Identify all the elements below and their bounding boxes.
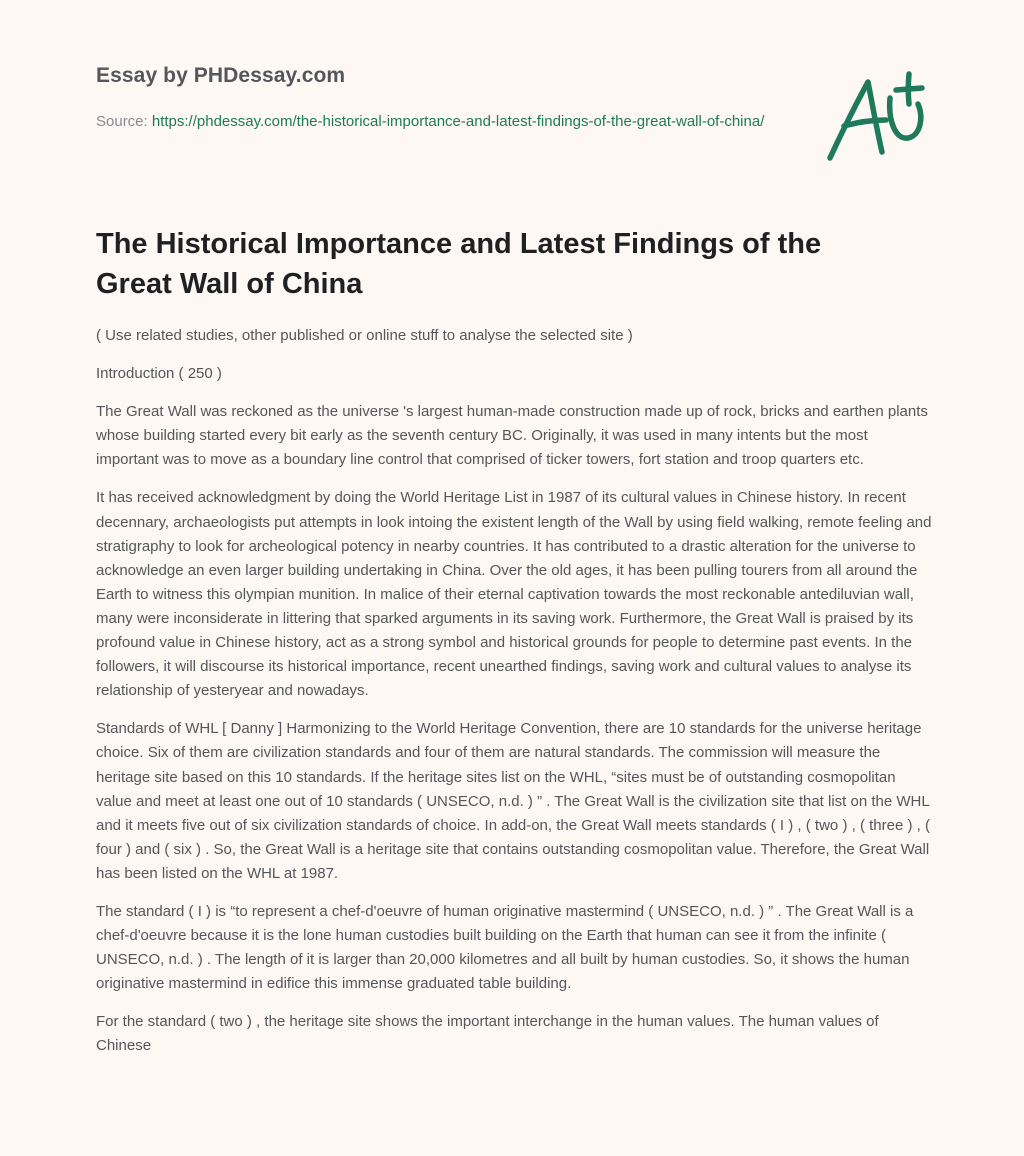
source-line <box>96 110 776 133</box>
site-brand: Essay by PHDessay.com <box>96 64 346 87</box>
page-header <box>96 0 926 180</box>
source-link[interactable]: https://phdessay.com/the-historical-importance-and-latest-findings-of-the-great-wall-of-china/ <box>151 113 765 130</box>
essay-paragraph: The standard ( I ) is “to represent a chef-d'oeuvre of human originative mastermind ( UNSECO, n.d. ) ” . The Great Wall is a chef-d'oeuvre because it is the lone human custodies built building on the Earth that human can see it from the infinite ( UNSECO, n.d. ) . The length of it is larger than 20,000 kilometres and all built by human custodies. So, it shows the human originative mastermind in edifice this immense graduated table building. <box>96 902 914 993</box>
essay-paragraph: Standards of WHL [ Danny ] Harmonizing to the World Heritage Convention, there are 10 standards for the universe heritage choice. Six of them are civilization standards and four of them are natural standards. The commission will measure the heritage site based on this 10 standards. If the heritage sites list on the WHL, “sites must be of outstanding cosmopolitan value and meet at least one out of 10 standards ( UNSECO, n.d. ) ” . The Great Wall is the civilization site that list on the WHL and it meets five out of six civilization standards of choice. In add-on, the Great Wall meets standards ( I ) , ( two ) , ( three ) , ( four ) and ( six ) . So, the Great Wall is a heritage site that contains outstanding cosmopolitan value. Therefore, the Great Wall has been listed on the WHL at 1987. <box>96 720 930 882</box>
essay-paragraph: ( Use related studies, other published or online stuff to analyse the selected site ) <box>96 327 633 344</box>
essay-paragraph: Introduction ( 250 ) <box>96 365 222 383</box>
essay-body <box>96 324 932 1073</box>
essay-paragraph: The Great Wall was reckoned as the universe 's largest human-made construction made up of rock, bricks and earthen plants whose building started every bit early as the seventh century BC. Originally, it was used in many intents but the most important was to move as a boundary line control that comprised of ticker towers, fort station and troop quarters etc. <box>96 403 928 469</box>
essay-paragraph: For the standard ( two ) , the heritage site shows the important interchange in the human values. The human values of Chinese <box>96 1013 879 1055</box>
a-plus-grade-icon <box>824 68 928 164</box>
source-label: Source: <box>96 113 148 130</box>
essay-paragraph: It has received acknowledgment by doing the World Heritage List in 1987 of its cultural values in Chinese history. In recent decennary, archaeologists put attempts in look intoing the existent length of the Wall by using field walking, remote feeling and stratigraphy to look for archeological potency in nearby countries. It has contributed to a drastic alteration for the universe to acknowledge an even larger building undertaking in China. Over the old ages, it has been pulling tourers from all around the Earth to witness this olympian munition. In malice of their eternal captivation towards the most reckonable antediluvian wall, many were inconsiderate in littering that sparked arguments in its saving work. Furthermore, the Great Wall is praised by its profound value in Chinese history, act as a strong symbol and historical grounds for people to determine past events. In the followers, it will discourse its historical importance, recent unearthed findings, saving work and cultural values to analyse its relationship of yesteryear and nowadays. <box>96 489 932 700</box>
essay-title: The Historical Importance and Latest Findings of the Great Wall of China <box>96 228 822 300</box>
